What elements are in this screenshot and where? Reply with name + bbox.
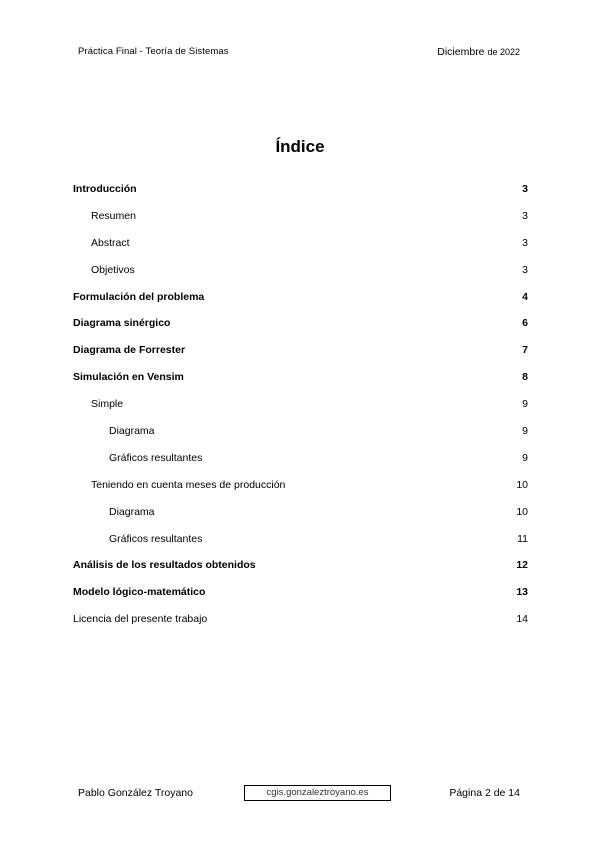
toc-entry[interactable] <box>73 176 528 203</box>
toc-entry-page-number: 9 <box>522 398 528 411</box>
toc-entry-page-number: 3 <box>522 263 528 276</box>
toc-entry[interactable] <box>73 364 528 391</box>
toc-entry-page-number: 13 <box>516 586 528 599</box>
toc-entry[interactable] <box>73 445 528 472</box>
toc-entry[interactable] <box>73 499 528 526</box>
toc-entry[interactable] <box>73 310 528 337</box>
toc-entry[interactable] <box>73 284 528 311</box>
toc-entry[interactable] <box>73 472 528 499</box>
header-date-year: de 2022 <box>487 47 520 57</box>
toc-entry-label: Diagrama <box>109 505 155 518</box>
toc-entry-label: Licencia del presente trabajo <box>73 613 208 626</box>
toc-entry[interactable] <box>73 526 528 553</box>
toc-entry-page-number: 6 <box>522 317 528 330</box>
toc-entry-label: Gráficos resultantes <box>109 451 203 464</box>
toc-entry-page-number: 3 <box>522 183 528 195</box>
toc-entry-page-number: 4 <box>522 290 528 303</box>
toc-entry-page-number: 14 <box>516 613 528 626</box>
toc-entry-page-number: 8 <box>522 371 528 384</box>
toc-entry-label: Resumen <box>91 209 136 222</box>
toc-entry[interactable] <box>73 418 528 445</box>
toc-entry-label: Modelo lógico-matemático <box>73 586 206 599</box>
toc-entry-page-number: 12 <box>516 559 528 572</box>
toc-entry-label: Diagrama sinérgico <box>73 317 171 330</box>
header-date-month: Diciembre <box>437 46 485 58</box>
toc-entry-page-number: 11 <box>517 532 528 545</box>
toc-entry[interactable] <box>73 257 528 284</box>
toc-entry[interactable] <box>73 552 528 579</box>
toc-entry-page-number: 3 <box>522 209 528 222</box>
footer-author: Pablo González Troyano <box>78 787 193 799</box>
header-document-title: Práctica Final - Teoría de Sistemas <box>78 46 229 57</box>
toc-entry-page-number: 10 <box>516 505 528 518</box>
toc-entry-page-number: 10 <box>516 478 528 491</box>
toc-entry-page-number: 7 <box>522 344 528 357</box>
toc-entry-label: Teniendo en cuenta meses de producción <box>91 478 286 491</box>
toc-entry-page-number: 9 <box>522 425 528 438</box>
toc-entry[interactable] <box>73 579 528 606</box>
toc-entry-label: Formulación del problema <box>73 290 205 303</box>
footer-page-number: Página 2 de 14 <box>449 787 520 799</box>
toc-entry-page-number: 9 <box>522 451 528 464</box>
toc-entry[interactable] <box>73 230 528 257</box>
toc-entry-label: Análisis de los resultados obtenidos <box>73 559 256 572</box>
table-of-contents <box>73 176 528 633</box>
toc-entry-label: Abstract <box>91 236 130 249</box>
page-title: Índice <box>275 137 325 156</box>
toc-entry-label: Simple <box>91 398 124 411</box>
toc-entry-label: Objetivos <box>91 263 135 276</box>
toc-entry-label: Diagrama de Forrester <box>73 344 186 357</box>
toc-entry[interactable] <box>73 391 528 418</box>
header-date <box>437 46 520 58</box>
footer-website-link[interactable]: cgis.gonzaleztroyano.es <box>244 785 391 801</box>
toc-entry[interactable] <box>73 606 528 633</box>
toc-entry-label: Introducción <box>73 183 137 195</box>
toc-entry[interactable] <box>73 203 528 230</box>
toc-entry[interactable] <box>73 337 528 364</box>
toc-entry-page-number: 3 <box>522 236 528 249</box>
toc-entry-label: Simulación en Vensim <box>73 371 184 384</box>
toc-entry-label: Gráficos resultantes <box>109 532 203 545</box>
toc-entry-label: Diagrama <box>109 425 155 438</box>
